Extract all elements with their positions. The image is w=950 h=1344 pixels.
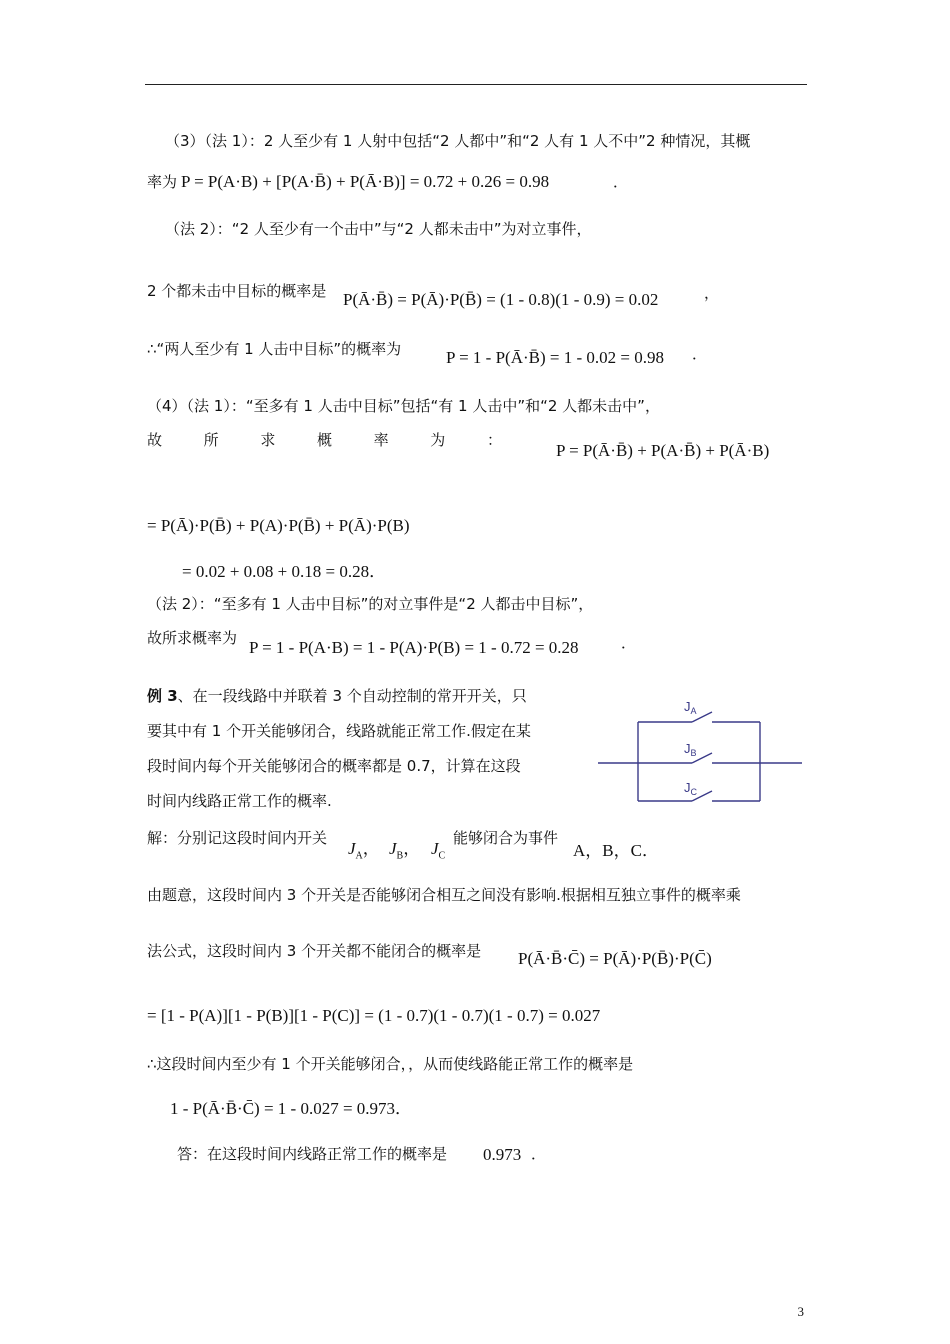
line-4-label: 2 个都未击中目标的概率是 <box>147 282 327 300</box>
formula-e3b: = [1 - P(A)][1 - P(B)][1 - P(C)] = (1 - 0.7)(1 - 0.7)(1 - 0.7) = 0.027 <box>147 1006 601 1025</box>
example-3-line2: 要其中有 1 个开关能够闭合，线路就能正常工作.假定在某 <box>147 722 531 740</box>
char: 求 <box>260 431 276 449</box>
paragraph-4: ∴这段时间内至少有 1 个开关能够闭合，，从而使线路能正常工作的概率是 <box>147 1055 634 1073</box>
paragraph-1: 由题意，这段时间内 3 个开关是否能够闭合相互之间没有影响.根据相互独立事件的概率乘 <box>147 886 741 904</box>
formula-4d: P = 1 - P(A·B) = 1 - P(A)·P(B) = 1 - 0.72 = 0.28 <box>249 638 579 657</box>
formula-3b: P(Ā·B̄) = P(Ā)·P(B̄) = (1 - 0.8)(1 - 0.9) = 0.02 <box>343 290 659 309</box>
example-label: 例 3 <box>147 687 178 705</box>
page-number: 3 <box>797 1304 804 1319</box>
line-3-label: 率为 <box>147 173 178 191</box>
switch-label-b: $J_B$ <box>684 741 697 758</box>
events-abc: A，B，C． <box>573 841 659 860</box>
line-4-method1: （4）（法 1）：“至多有 1 人击中目标”包括“有 1 人击中”和“2 人都未击中”， <box>147 397 660 415</box>
solution-intro: 解：分别记这段时间内开关 <box>147 829 328 847</box>
formula-e3c: 1 - P(Ā·B̄·C̄) = 1 - 0.027 = 0.973． <box>170 1099 413 1118</box>
spread-text <box>147 430 502 450</box>
example-3-line4: 时间内线路正常工作的概率. <box>147 792 332 810</box>
formula-3a: P = P(A·B) + [P(A·B̄) + P(Ā·B)] = 0.72 + 0.26 = 0.98 <box>181 172 550 191</box>
line-3-method2: （法 2）：“2 人至少有一个击中”与“2 人都未击中”为对立事件， <box>165 220 592 238</box>
line-4-method2: （法 2）：“至多有 1 人击中目标”的对立事件是“2 人都击中目标”， <box>147 595 594 613</box>
formula-4a: P = P(Ā·B̄) + P(A·B̄) + P(Ā·B) <box>556 441 770 460</box>
switch-jc: $J_C$ <box>431 839 446 862</box>
switch-label-a: $J_A$ <box>684 699 697 716</box>
line-5-label: ∴“两人至少有 1 人击中目标”的概率为 <box>147 340 402 358</box>
formula-4b: = P(Ā)·P(B̄) + P(A)·P(B̄) + P(Ā)·P(B) <box>147 516 410 535</box>
punct: ． <box>692 345 708 363</box>
formula-4c: = 0.02 + 0.08 + 0.18 = 0.28． <box>182 562 387 581</box>
char: 率 <box>373 431 389 449</box>
char: 故 <box>147 431 163 449</box>
char: 所 <box>203 431 219 449</box>
example-3-line3: 段时间内每个开关能够闭合的概率都是 0.7，计算在这段 <box>147 757 521 775</box>
punct: ． <box>613 173 629 191</box>
punct: ． <box>621 634 637 652</box>
circuit-diagram <box>592 693 807 813</box>
switch-label-c: $J_C$ <box>684 780 697 797</box>
formula-3c: P = 1 - P(Ā·B̄) = 1 - 0.02 = 0.98 <box>446 348 664 367</box>
header-rule <box>145 84 807 85</box>
char: 概 <box>316 431 332 449</box>
example-text: 、在一段线路中并联着 3 个自动控制的常开开关，只 <box>177 687 527 705</box>
switch-ja: $J_A$， <box>348 839 380 862</box>
solution-text: 能够闭合为事件 <box>453 829 559 847</box>
char: 为 <box>430 431 446 449</box>
answer-text: 答：在这段时间内线路正常工作的概率是 <box>177 1145 448 1163</box>
punct: ． <box>531 1145 547 1163</box>
line-11-label: 故所求概率为 <box>147 629 238 647</box>
switch-jb: $J_B$， <box>389 839 421 862</box>
paragraph-2-label: 法公式，这段时间内 3 个开关都不能闭合的概率是 <box>147 942 482 960</box>
formula-e3a: P(Ā·B̄·C̄) = P(Ā)·P(B̄)·P(C̄) <box>518 949 712 968</box>
line-3-method1: （3）（法 1）：2 人至少有 1 人射中包括“2 人都中”和“2 人有 1 人不中”2 种情况，其概 <box>165 132 751 150</box>
char: ： <box>486 431 502 449</box>
example-3-line1 <box>147 686 527 706</box>
answer-value: 0.973 <box>483 1145 522 1164</box>
punct: ， <box>704 284 720 302</box>
